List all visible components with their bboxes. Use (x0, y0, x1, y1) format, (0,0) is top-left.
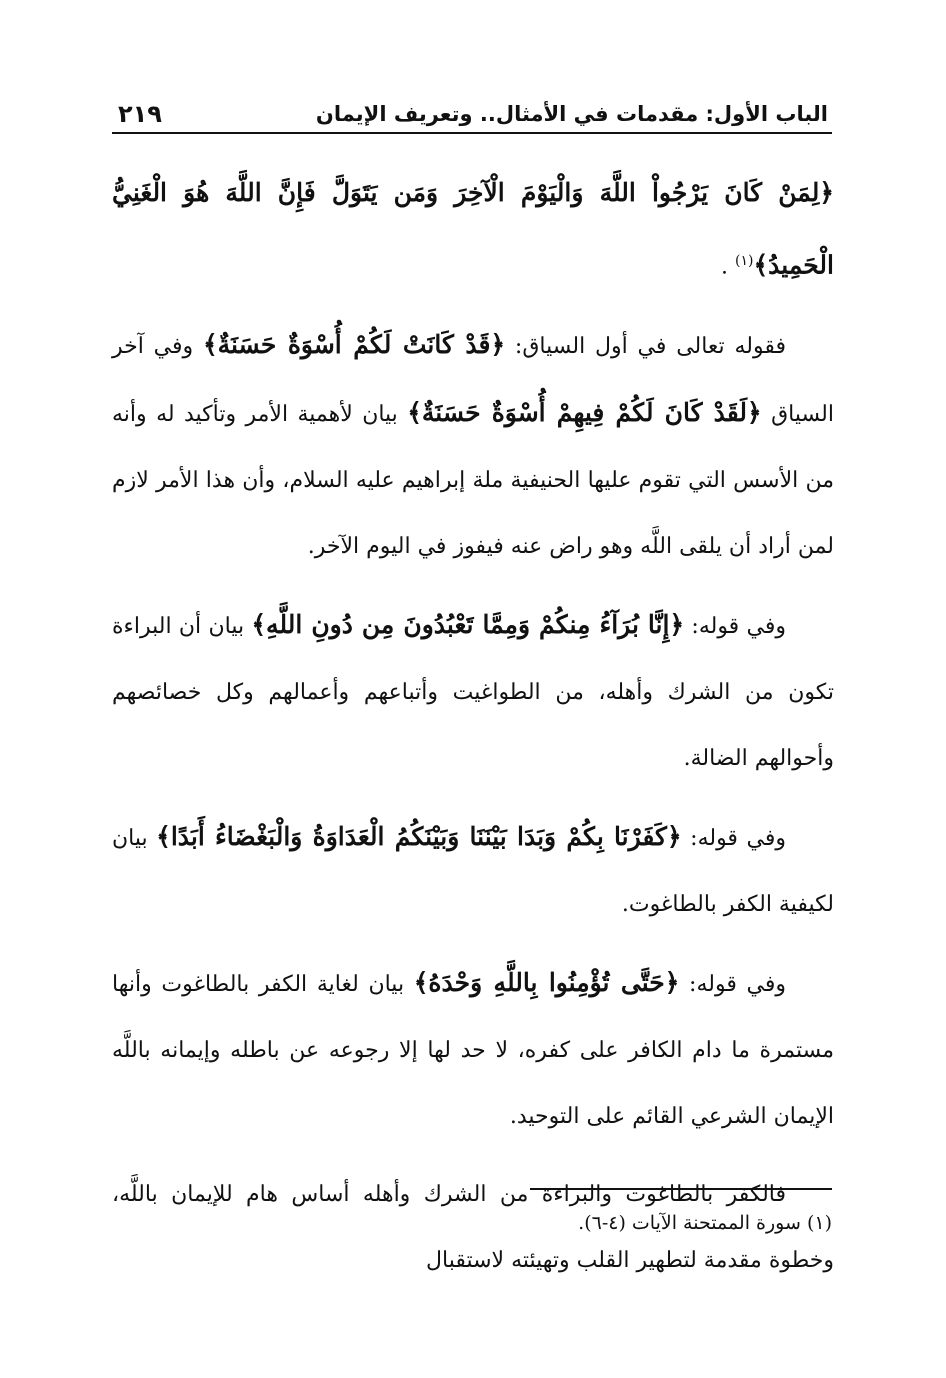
quran-bracket-close: ﴾ (753, 250, 769, 280)
sentence-end: . (721, 254, 736, 280)
footnote-separator (530, 1188, 832, 1190)
paragraph-text: بيان أن البراءة تكون من الشرك وأهله، من الطواغيت وأتباعهم وأعمالهم وكل خصائصهم وأحوالهم الضالة. (112, 614, 834, 772)
paragraph-text: فالكفر بالطاغوت والبراءة من الشرك وأهله أساس هام للإيمان باللَّه، وخطوة مقدمة لتطهير القلب وتهيئته لاستقبال (112, 1182, 834, 1274)
paragraph-text: وفي آخر السياق (112, 334, 834, 428)
quran-verse: ﴿حَتَّى تُؤْمِنُوا بِاللَّهِ وَحْدَهُ﴾ (413, 968, 680, 998)
paragraph-text: وفي قوله: (681, 826, 786, 852)
paragraph-text: بيان لكيفية الكفر بالطاغوت. (112, 826, 834, 918)
page-number: ٢١٩ (118, 100, 162, 128)
main-text (112, 160, 834, 1306)
paragraph-text: وفي قوله: (679, 972, 786, 998)
paragraph-text: فقوله تعالى في أول السياق: (505, 334, 786, 360)
paragraph-verse-continuation (112, 160, 834, 300)
quran-verse: ﴿قَدْ كَانَتْ لَكُمْ أُسْوَةٌ حَسَنَةٌ﴾ (202, 330, 506, 360)
quran-bracket-open: ﴿ (819, 178, 834, 207)
quran-verse: ﴿كَفَرْنَا بِكُمْ وَبَدَا بَيْنَنَا وَبَيْنَكُمُ الْعَدَاوَةُ وَالْبَغْضَاءُ أَبَدًا﴾ (156, 822, 682, 852)
paragraph (112, 804, 834, 938)
paragraph (112, 592, 834, 792)
quran-verse: ﴿إِنَّا بُرَآءُ مِنكُمْ وَمِمَّا تَعْبُدُونَ مِن دُونِ اللَّهِ﴾ (251, 610, 685, 640)
paragraph-text: بيان لأهمية الأمر وتأكيد له وأنه من الأسس التي تقوم عليها الحنيفية ملة إبراهيم عليه السلام، وأن هذا الأمر لازم لمن أراد أن يلقى اللَّه وهو راض عنه فيفوز في اليوم الآخر. (112, 402, 834, 560)
chapter-title: الباب الأول: مقدمات في الأمثال.. وتعريف الإيمان (315, 102, 828, 126)
paragraph-text: وفي قوله: (684, 614, 786, 640)
footnote-reference: (١) (735, 253, 754, 269)
quran-verse: لِمَنْ كَانَ يَرْجُواْ اللَّهَ وَالْيَوْمَ الْآخِرَ وَمَن يَتَوَلَّ فَإِنَّ اللَّهَ هُوَ الْغَنِيُّ الْحَمِيدُ (112, 178, 834, 280)
paragraph-text: بيان لغاية الكفر بالطاغوت وأنها مستمرة ما دام الكافر على كفره، لا حد لها إلا رجوعه عن باطله وإيمانه باللَّه الإيمان الشرعي القائم على التوحيد. (112, 972, 834, 1130)
paragraph (112, 950, 834, 1150)
running-header (112, 88, 832, 134)
paragraph (112, 312, 834, 580)
quran-verse: ﴿لَقَدْ كَانَ لَكُمْ فِيهِمْ أُسْوَةٌ حَسَنَةٌ﴾ (407, 398, 762, 428)
footnote: (١) سورة الممتحنة الآيات (٤-٦). (578, 1212, 832, 1234)
